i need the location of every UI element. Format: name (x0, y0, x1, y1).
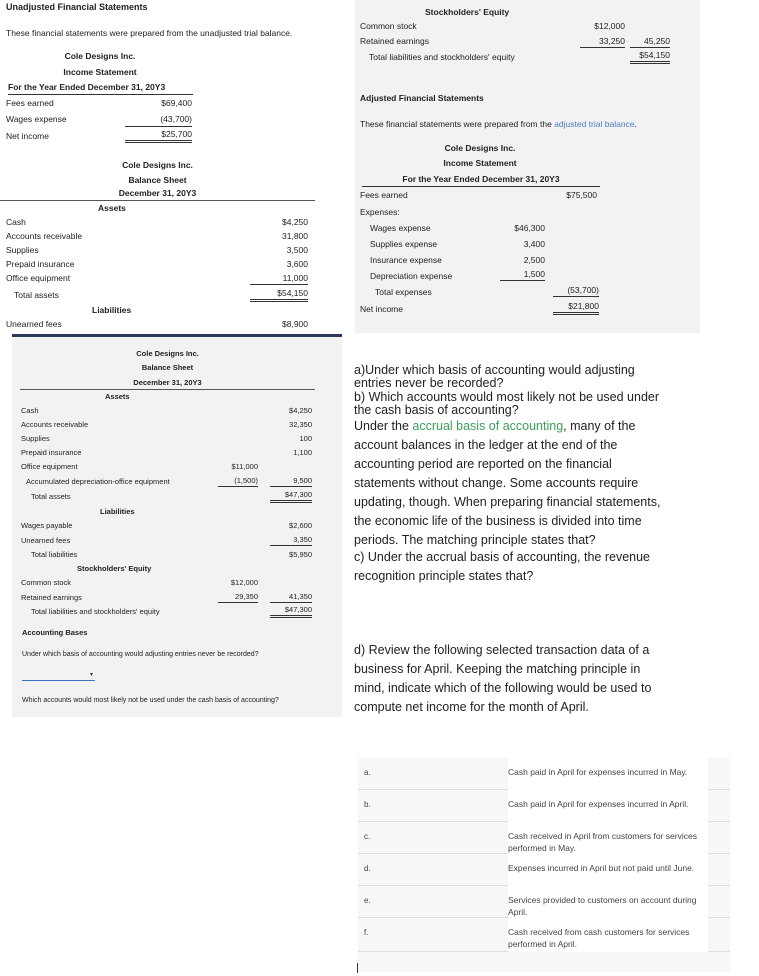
adj-net-income-value: $21,800 (553, 301, 599, 315)
unadj-asset-value: $4,250 (282, 217, 308, 227)
adj-expense-label: Insurance expense (370, 255, 442, 265)
row-letter: a. (364, 768, 371, 777)
adj-bs-company: Cole Designs Inc. (136, 349, 199, 358)
adj-asset-label: Accumulated depreciation-office equipment (26, 477, 170, 486)
adj-total-expenses-label: Total expenses (375, 287, 432, 297)
adj-equity-heading: Stockholders' Equity (77, 564, 152, 573)
adj-asset-col2: 100 (299, 434, 312, 443)
adj-asset-label: Office equipment (21, 462, 78, 471)
adj-expenses-label: Expenses: (360, 207, 400, 217)
adj-asset-col2: 32,350 (289, 420, 312, 429)
table-row (358, 790, 730, 822)
adj-asset-label: Prepaid insurance (21, 448, 82, 457)
adj-asset-label: Cash (21, 406, 39, 415)
adj-expense-label: Depreciation expense (370, 271, 453, 281)
adj-bs-date: December 31, 20Y3 (133, 378, 202, 387)
adj-liability-label: Wages payable (21, 521, 73, 530)
adj-expense-value: 2,500 (523, 255, 545, 265)
adj-bs-title: Balance Sheet (141, 363, 194, 372)
unadj-equity-label: Total liabilities and stockholders' equity (369, 52, 515, 62)
row-letter: f. (364, 928, 369, 937)
adj-liability-label: Total liabilities (31, 550, 78, 559)
adj-asset-label: Total assets (31, 492, 71, 501)
adj-income-title: Income Statement (443, 158, 517, 168)
unadj-asset-label: Supplies (6, 245, 39, 255)
unadj-assets-heading: Assets (98, 203, 126, 213)
unadj-income-row-value: (43,700) (125, 114, 192, 127)
unadj-liability-label: Unearned fees (6, 319, 62, 329)
unadj-asset-value: $54,150 (250, 288, 308, 302)
unadj-equity-heading: Stockholders' Equity (425, 7, 510, 17)
adjusted-trial-balance-link[interactable]: adjusted trial balance (554, 119, 635, 129)
question-b: b) Which accounts would most likely not be used under the cash basis of accounting? (354, 390, 660, 417)
adj-liability-label: Unearned fees (21, 536, 71, 545)
adj-liability-value: 3,350 (270, 535, 312, 546)
basis-dropdown[interactable] (22, 672, 95, 681)
row-text: Cash paid in April for expenses incurred in April. (508, 799, 689, 809)
unadj-income-company: Cole Designs Inc. (64, 51, 136, 61)
adj-equity-label: Common stock (21, 578, 72, 587)
unadj-income-row-value: $25,700 (125, 129, 192, 143)
transactions-table (358, 758, 730, 972)
adj-liability-value: $2,600 (289, 521, 312, 530)
unadj-equity-label: Common stock (360, 21, 417, 31)
unadj-equity-col2: 45,250 (630, 36, 670, 48)
adj-asset-label: Supplies (21, 434, 50, 443)
unadj-income-title: Income Statement (63, 67, 137, 77)
unadj-asset-label: Total assets (14, 290, 59, 300)
adj-income-company: Cole Designs Inc. (444, 143, 516, 153)
accrual-basis-link[interactable]: accrual basis of accounting (412, 419, 564, 433)
chevron-down-icon: ▾ (89, 672, 93, 678)
adj-expense-label: Supplies expense (370, 239, 438, 249)
table-row (358, 918, 730, 952)
unadj-income-row-label: Net income (6, 131, 49, 141)
adj-expense-value: $46,300 (514, 223, 545, 233)
adj-equity-label: Total liabilities and stockholders' equity (31, 607, 160, 616)
adj-asset-col2: 9,500 (270, 476, 312, 487)
unadj-asset-label: Accounts receivable (6, 231, 83, 241)
adj-asset-col2: $47,300 (270, 490, 312, 503)
adj-equity-col2: 41,350 (270, 592, 312, 603)
unadj-asset-label: Prepaid insurance (6, 259, 75, 269)
adjusted-intro: These financial statements were prepared from the adjusted trial balance. (360, 119, 637, 129)
unadj-income-row-label: Fees earned (6, 98, 54, 108)
row-text: Expenses incurred in April but not paid until June. (508, 863, 695, 873)
unadj-liability-value: $8,900 (282, 319, 308, 329)
question-d: d) Review the following selected transaction data of a business for April. Keeping the matching principle in mind, indicate which of the following would be used to compute net income for the month of April. (354, 643, 652, 714)
adj-fees-label: Fees earned (360, 190, 408, 200)
unadj-asset-label: Office equipment (6, 273, 71, 283)
table-row (358, 822, 730, 854)
table-row (358, 758, 730, 790)
adjusted-heading: Adjusted Financial Statements (360, 93, 484, 103)
row-letter: c. (364, 832, 371, 841)
unadj-income-row-label: Wages expense (6, 114, 67, 124)
unadjusted-intro: These financial statements were prepared from the unadjusted trial balance. (6, 28, 293, 38)
adj-equity-label: Retained earnings (21, 593, 82, 602)
unadj-liabilities-heading: Liabilities (92, 305, 132, 315)
unadj-bs-date: December 31, 20Y3 (118, 188, 197, 198)
row-text: Cash received in April from customers for services performed in May. (508, 831, 697, 853)
adj-asset-label: Accounts receivable (21, 420, 89, 429)
adj-asset-col1: $11,000 (231, 462, 258, 471)
unadj-equity-col2: $54,150 (630, 50, 670, 64)
question-c: c) Under the accrual basis of accounting, the revenue recognition principle states that? (354, 550, 651, 583)
adj-total-expenses-value: (53,700) (553, 285, 599, 297)
unadj-bs-company: Cole Designs Inc. (122, 160, 193, 170)
adj-equity-col1: $12,000 (230, 578, 258, 587)
matching-principle-paragraph: Under the accrual basis of accounting, many of the account balances in the ledger at the end of the accounting period are reported on the financial statements without change. Some accounts require updating, though. When preparing financial statements, the economic life of the business is divided into time periods. The matching principle states that? (354, 419, 661, 547)
row-letter: d. (364, 864, 371, 873)
adj-equity-col1: 29,350 (218, 592, 258, 603)
adj-equity-col2: $47,300 (270, 605, 312, 618)
table-row (358, 886, 730, 918)
unadj-asset-value: 3,600 (286, 259, 308, 269)
unadj-asset-value: 11,000 (250, 273, 308, 285)
unadj-income-period: For the Year Ended December 31, 20Y3 (8, 82, 193, 95)
unadj-equity-label: Retained earnings (360, 36, 429, 46)
adj-liabilities-heading: Liabilities (100, 507, 135, 516)
divider (20, 389, 315, 390)
row-text: Cash received from cash customers for services performed in April. (508, 927, 690, 949)
adj-fees-value: $75,500 (566, 190, 597, 200)
adj-expense-label: Wages expense (370, 223, 431, 233)
unadjusted-heading: Unadjusted Financial Statements (6, 2, 148, 12)
unadj-income-row-value: $69,400 (161, 98, 192, 108)
unadj-equity-col1: 33,250 (580, 36, 625, 48)
adj-assets-heading: Assets (105, 392, 130, 401)
divider (0, 200, 315, 201)
row-letter: b. (364, 800, 371, 809)
unadj-asset-value: 31,800 (282, 231, 308, 241)
bases-question-1: Under which basis of accounting would adjusting entries never be recorded? (22, 651, 259, 658)
unadj-asset-label: Cash (6, 217, 26, 227)
accounting-bases-heading: Accounting Bases (22, 628, 88, 637)
row-letter: e. (364, 896, 371, 905)
text-cursor (357, 963, 358, 973)
adj-expense-value: 1,500 (500, 269, 545, 281)
adj-liability-value: $5,950 (289, 550, 312, 559)
unadj-bs-title: Balance Sheet (128, 175, 187, 185)
adj-income-period: For the Year Ended December 31, 20Y3 (362, 174, 600, 187)
unadj-equity-col1: $12,000 (594, 21, 625, 31)
unadj-asset-value: 3,500 (286, 245, 308, 255)
bases-question-2: Which accounts would most likely not be used under the cash basis of accounting? (22, 697, 279, 704)
adj-asset-col2: 1,100 (293, 448, 312, 457)
row-text: Services provided to customers on account during April. (508, 895, 697, 917)
table-row (358, 854, 730, 886)
adj-asset-col1: (1,500) (218, 476, 258, 487)
adj-expense-value: 3,400 (523, 239, 545, 249)
row-text: Cash paid in April for expenses incurred in May. (508, 767, 688, 777)
adj-net-income-label: Net income (360, 304, 403, 314)
question-a: a)Under which basis of accounting would adjusting entries never be recorded? (354, 363, 635, 390)
adj-asset-col2: $4,250 (289, 406, 312, 415)
